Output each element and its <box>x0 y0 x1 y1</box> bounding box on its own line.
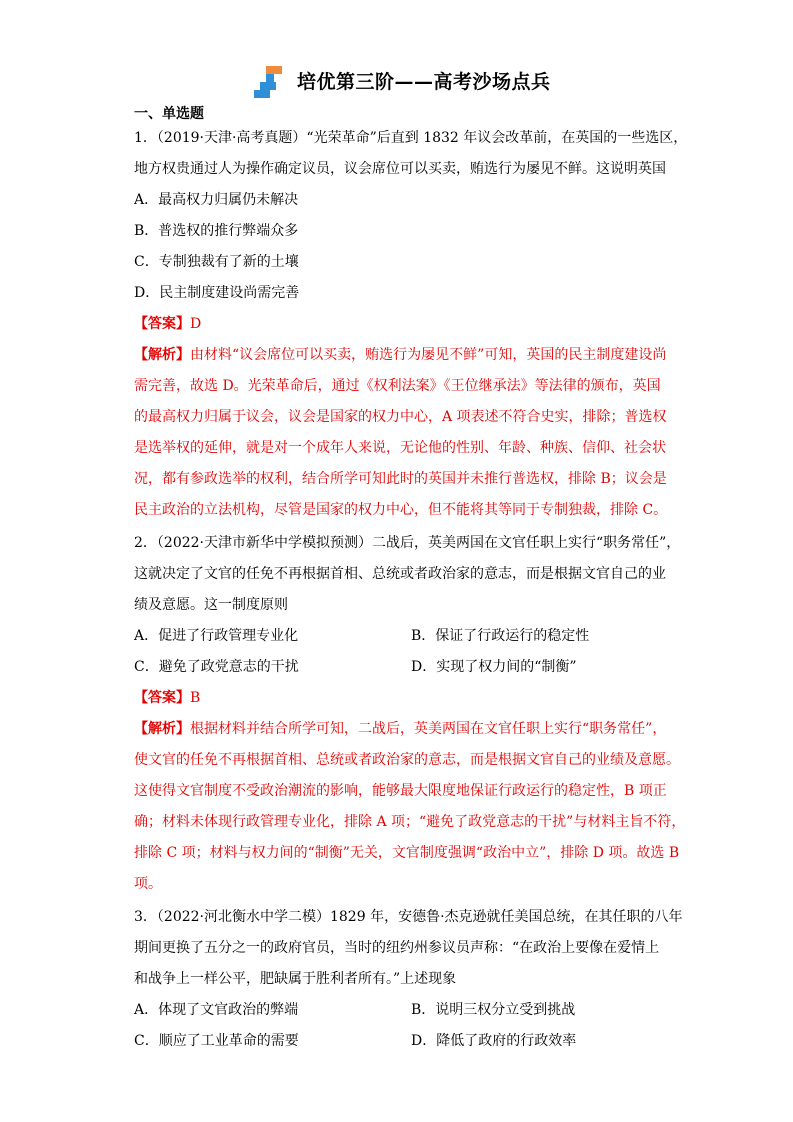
q1-analysis-line <box>134 345 666 365</box>
q2-answer-value: B <box>190 690 201 706</box>
q1-analysis-line: 民主政治的立法机构，尽管是国家的权力中心，但不能将其等同于专制独裁，排除 C。 <box>134 502 668 518</box>
q1-stem-line: 地方权贵通过人为操作确定议员，议会席位可以买卖，贿选行为屡见不鲜。这说明英国 <box>134 161 666 177</box>
q2-analysis-text: 根据材料并结合所学可知，二战后，英美两国在文官任职上实行“职务常任”， <box>190 721 667 737</box>
q2-analysis-line <box>134 719 666 739</box>
q1-stem-line: 1．（2019·天津·高考真题）“光荣革命”后直到 1832 年议会改革前，在英国的一些选区， <box>134 130 688 146</box>
stairs-logo-icon <box>254 66 294 98</box>
q2-option-c: C．避免了政党意志的干扰 <box>134 659 299 675</box>
q2-stem-line: 这就决定了文官的任免不再根据首相、总统或者政治家的意志，而是根据文官自己的业 <box>134 566 666 582</box>
q1-option-a: A．最高权力归属仍未解决 <box>134 192 299 208</box>
q1-analysis-text: 由材料“议会席位可以买卖，贿选行为屡见不鲜”可知，英国的民主制度建设尚 <box>190 347 667 363</box>
q3-stem-line: 3．（2022·河北衡水中学二模）1829 年，安德鲁·杰克逊就任美国总统，在其任职的八年 <box>134 909 683 925</box>
q2-analysis-line: 使文官的任免不再根据首相、总统或者政治家的意志，而是根据文官自己的业绩及意愿。 <box>134 752 680 768</box>
q1-analysis-label: 【解析】 <box>134 347 190 363</box>
section-title: 一、单选题 <box>134 106 204 122</box>
q3-stem-line: 期间更换了五分之一的政府官员，当时的纽约州参议员声称：“在政治上要像在爱情上 <box>134 940 660 956</box>
q2-answer-label: 【答案】 <box>134 690 190 706</box>
q2-stem-line: 2．（2022·天津市新华中学模拟预测）二战后，英美两国在文官任职上实行“职务常任”， <box>134 535 681 551</box>
q1-answer-label: 【答案】 <box>134 316 190 332</box>
q2-analysis-line: 确；材料未体现行政管理专业化，排除 A 项；“避免了政党意志的干扰”与材料主旨不符， <box>134 814 686 830</box>
q3-option-c: C．顺应了工业革命的需要 <box>134 1033 299 1049</box>
q3-option-d: D．降低了政府的行政效率 <box>411 1033 577 1049</box>
q2-analysis-line: 这使得文官制度不受政治潮流的影响，能够最大限度地保证行政运行的稳定性，B 项正 <box>134 783 667 799</box>
q2-option-b: B．保证了行政运行的稳定性 <box>411 628 590 644</box>
q3-option-a: A．体现了文官政治的弊端 <box>134 1002 299 1018</box>
q1-answer <box>134 314 201 334</box>
page-title: 培优第三阶——高考沙场点兵 <box>297 71 551 93</box>
q2-analysis-line: 项。 <box>134 876 162 892</box>
q2-analysis-line: 排除 C 项；材料与权力间的“制衡”无关，文官制度强调“政治中立”，排除 D 项。故选 B <box>134 845 680 861</box>
q2-stem-line: 绩及意愿。这一制度原则 <box>134 597 288 613</box>
q1-analysis-line: 的最高权力归属于议会，议会是国家的权力中心，A 项表述不符合史实，排除；普选权 <box>134 409 667 425</box>
q1-analysis-line: 需完善，故选 D。光荣革命后，通过《权利法案》《王位继承法》等法律的颁布，英国 <box>134 378 661 394</box>
q3-stem-line: 和战争上一样公平，肥缺属于胜利者所有。”上述现象 <box>134 971 457 987</box>
page-header <box>0 62 793 98</box>
q1-option-c: C．专制独裁有了新的土壤 <box>134 254 299 270</box>
q1-analysis-line: 况，都有参政选举的权利，结合所学可知此时的英国并未推行普选权，排除 B；议会是 <box>134 471 667 487</box>
q1-option-d: D．民主制度建设尚需完善 <box>134 285 300 301</box>
q2-answer <box>134 688 200 708</box>
q1-option-b: B．普选权的推行弊端众多 <box>134 223 299 239</box>
q1-analysis-line: 是选举权的延伸，就是对一个成年人来说，无论他的性别、年龄、种族、信仰、社会状 <box>134 440 666 456</box>
q1-answer-value: D <box>190 316 202 332</box>
q3-option-b: B．说明三权分立受到挑战 <box>411 1002 576 1018</box>
q2-analysis-label: 【解析】 <box>134 721 190 737</box>
q2-option-d: D．实现了权力间的“制衡” <box>411 659 577 675</box>
q2-option-a: A．促进了行政管理专业化 <box>134 628 299 644</box>
